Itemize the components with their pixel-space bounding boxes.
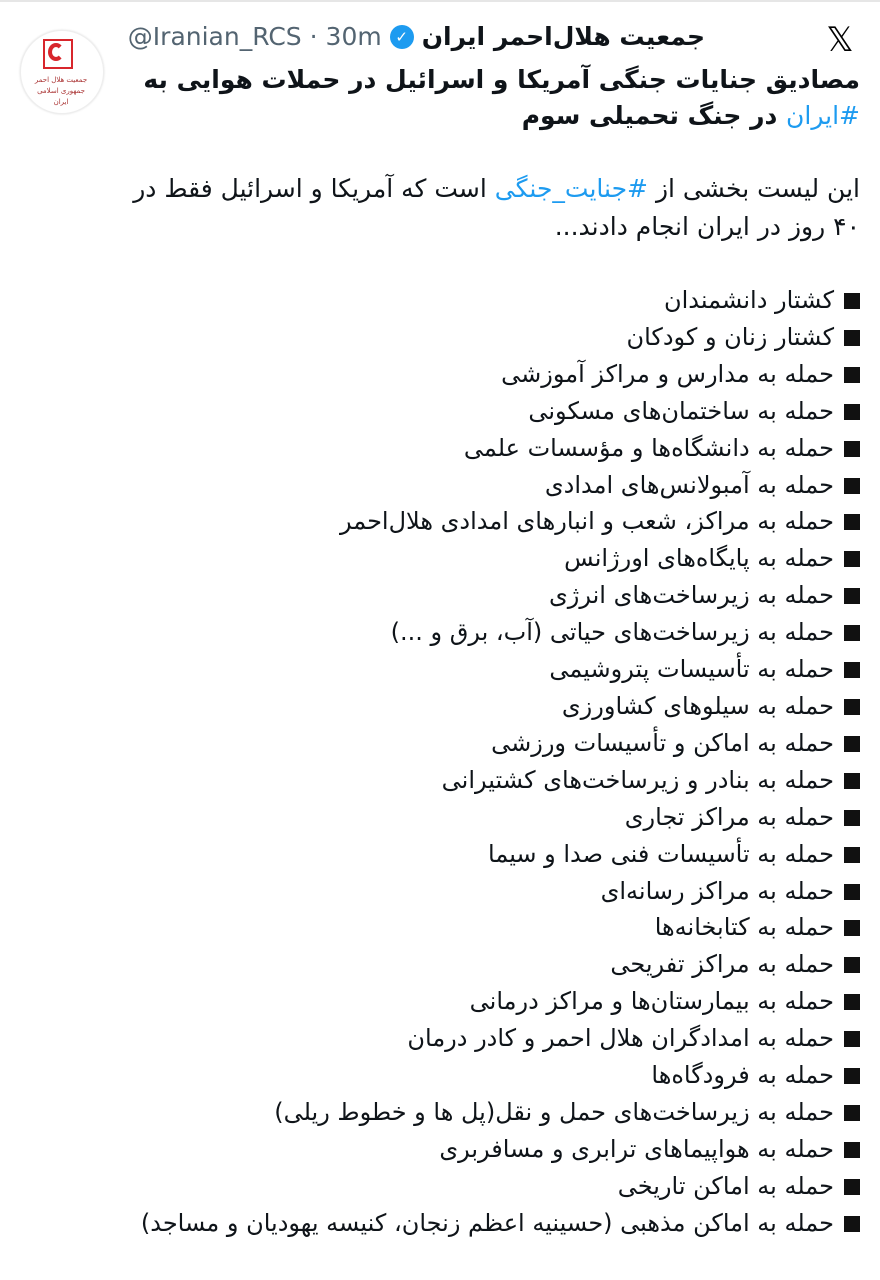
intro-text: این لیست بخشی از <box>655 174 860 203</box>
list-item <box>120 1168 860 1205</box>
list-item <box>120 836 860 873</box>
list-item-text: حمله به کتابخانه‌ها <box>654 913 834 942</box>
square-bullet-icon <box>844 588 860 604</box>
list-item-text: حمله به ساختمان‌های مسکونی <box>528 396 834 425</box>
list-item <box>120 1131 860 1168</box>
square-bullet-icon <box>844 441 860 457</box>
list-item <box>120 1205 860 1242</box>
x-logo-icon[interactable]: 𝕏 <box>826 20 854 60</box>
list-item-text: کشتار زنان و کودکان <box>626 322 834 351</box>
square-bullet-icon <box>844 847 860 863</box>
list-item <box>120 393 860 430</box>
square-bullet-icon <box>844 810 860 826</box>
tweet-title <box>120 62 860 134</box>
square-bullet-icon <box>844 773 860 789</box>
list-item <box>120 983 860 1020</box>
list-item-text: حمله به زیرساخت‌های حمل و نقل(پل ها و خطوط ریلی) <box>274 1097 834 1126</box>
list-item <box>120 799 860 836</box>
square-bullet-icon <box>844 1031 860 1047</box>
square-bullet-icon <box>844 699 860 715</box>
author-handle[interactable] <box>128 22 382 51</box>
list-item <box>120 1057 860 1094</box>
tweet-time: · 30m <box>309 22 382 51</box>
list-item-text: حمله به مراکز، شعب و انبارهای امدادی هلال‌احمر <box>339 507 834 536</box>
title-rest: در جنگ تحمیلی سوم <box>521 101 778 130</box>
title-text: مصادیق جنایات جنگی آمریکا و اسرائیل در حملات هوایی به <box>143 65 860 94</box>
intro-text: است که آمریکا و اسرائیل فقط در ۴۰ روز در ایران انجام دادند... <box>133 174 860 241</box>
tweet-intro <box>120 170 860 246</box>
square-bullet-icon <box>844 551 860 567</box>
author-name[interactable]: جمعیت هلال‌احمر ایران <box>421 22 705 51</box>
list-item <box>120 725 860 762</box>
square-bullet-icon <box>844 514 860 530</box>
square-bullet-icon <box>844 736 860 752</box>
list-item-text: حمله به اماکن مذهبی (حسینیه اعظم زنجان، کنیسه یهودیان و مساجد) <box>140 1208 834 1237</box>
list-item-text: حمله به زیرساخت‌های حیاتی (آب، برق و ...) <box>390 618 834 647</box>
square-bullet-icon <box>844 1216 860 1232</box>
war-crimes-list <box>120 282 860 1242</box>
list-item-text: حمله به سیلوهای کشاورزی <box>561 691 834 720</box>
avatar-caption-line: جمعیت هلال احمر <box>34 76 88 84</box>
list-item-text: حمله به آمبولانس‌های امدادی <box>544 470 834 499</box>
square-bullet-icon <box>844 884 860 900</box>
list-item <box>120 909 860 946</box>
square-bullet-icon <box>844 920 860 936</box>
list-item <box>120 762 860 799</box>
list-item <box>120 651 860 688</box>
avatar-caption <box>31 75 91 108</box>
list-item-text: حمله به امدادگران هلال احمر و کادر درمان <box>407 1024 834 1053</box>
list-item <box>120 873 860 910</box>
list-item <box>120 282 860 319</box>
avatar[interactable] <box>20 30 104 114</box>
avatar-caption-line: جمهوری اسلامی ایران <box>37 87 85 106</box>
list-item-text: حمله به تأسیسات پتروشیمی <box>549 655 834 684</box>
handle-text: @Iranian_RCS <box>127 22 302 51</box>
list-item-text: حمله به اماکن و تأسیسات ورزشی <box>491 728 834 757</box>
list-item-text: حمله به پایگاه‌های اورژانس <box>564 544 834 573</box>
top-divider <box>0 0 880 2</box>
list-item-text: حمله به هواپیماهای ترابری و مسافربری <box>439 1134 834 1163</box>
tweet-header <box>105 22 705 51</box>
square-bullet-icon <box>844 994 860 1010</box>
list-item <box>120 540 860 577</box>
list-item-text: حمله به بیمارستان‌ها و مراکز درمانی <box>469 987 834 1016</box>
list-item-text: حمله به مدارس و مراکز آموزشی <box>501 359 834 388</box>
square-bullet-icon <box>844 293 860 309</box>
square-bullet-icon <box>844 404 860 420</box>
list-item <box>120 1020 860 1057</box>
square-bullet-icon <box>844 957 860 973</box>
list-item-text: حمله به زیرساخت‌های انرژی <box>548 581 834 610</box>
square-bullet-icon <box>844 367 860 383</box>
list-item <box>120 1094 860 1131</box>
list-item-text: حمله به مراکز تجاری <box>624 802 834 831</box>
list-item-text: حمله به تأسیسات فنی صدا و سیما <box>488 839 834 868</box>
hashtag-link[interactable]: #جنایت_جنگی <box>494 174 648 203</box>
square-bullet-icon <box>844 478 860 494</box>
list-item <box>120 356 860 393</box>
list-item-text: حمله به فرودگاه‌ها <box>651 1061 834 1090</box>
list-item <box>120 614 860 651</box>
list-item <box>120 503 860 540</box>
square-bullet-icon <box>844 1068 860 1084</box>
square-bullet-icon <box>844 330 860 346</box>
verified-badge-icon: ✓ <box>390 25 414 49</box>
red-crescent-icon <box>48 43 64 61</box>
square-bullet-icon <box>844 625 860 641</box>
square-bullet-icon <box>844 662 860 678</box>
list-item-text: حمله به دانشگاه‌ها و مؤسسات علمی <box>463 433 834 462</box>
list-item <box>120 467 860 504</box>
list-item <box>120 319 860 356</box>
square-bullet-icon <box>844 1179 860 1195</box>
list-item <box>120 430 860 467</box>
list-item-text: حمله به اماکن تاریخی <box>617 1171 834 1200</box>
list-item-text: حمله به مراکز تفریحی <box>610 950 834 979</box>
list-item <box>120 577 860 614</box>
hashtag-link[interactable]: #ایران <box>786 101 860 130</box>
list-item-text: حمله به بنادر و زیرساخت‌های کشتیرانی <box>441 765 834 794</box>
square-bullet-icon <box>844 1105 860 1121</box>
list-item-text: حمله به مراکز رسانه‌ای <box>600 876 834 905</box>
square-bullet-icon <box>844 1142 860 1158</box>
list-item <box>120 688 860 725</box>
list-item <box>120 946 860 983</box>
list-item-text: کشتار دانشمندان <box>663 286 834 314</box>
